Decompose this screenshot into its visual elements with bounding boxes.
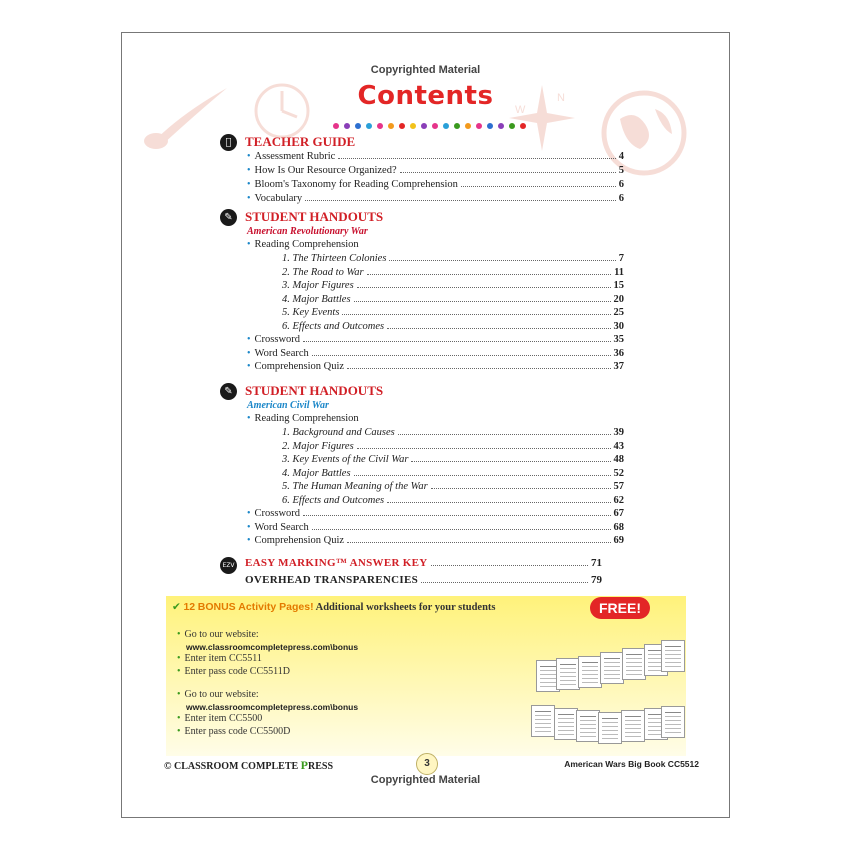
- toc-label: Bloom's Taxonomy for Reading Comprehension: [254, 179, 458, 190]
- copyright-header: Copyrighted Material: [370, 64, 481, 76]
- toc-page: 20: [613, 293, 624, 305]
- bullet-icon: •: [247, 413, 251, 424]
- worksheet-thumbnail: [661, 640, 685, 672]
- toc-label: 5. Key Events: [282, 307, 340, 318]
- toc-row[interactable]: [282, 454, 624, 467]
- overhead-page: 79: [591, 574, 602, 586]
- color-dot: [333, 123, 339, 129]
- toc-page: 39: [613, 427, 624, 438]
- toc-row[interactable]: [282, 495, 624, 508]
- bonus1-go: • Go to our website:: [177, 629, 259, 640]
- toc-label: Vocabulary: [254, 193, 303, 204]
- bonus2-pass: • Enter pass code CC5500D: [177, 726, 291, 737]
- toc-label: 3. Major Figures: [282, 280, 354, 291]
- answer-key-page: 71: [591, 557, 602, 569]
- book-code: American Wars Big Book CC5512: [564, 759, 699, 769]
- toc-page: 69: [613, 535, 624, 546]
- bonus2-url[interactable]: www.classroomcompletepress.com\bonus: [186, 702, 359, 712]
- worksheet-thumbnail: [621, 710, 645, 742]
- reading-comprehension-label: • Reading Comprehension: [247, 239, 359, 250]
- bullet-icon: •: [247, 535, 251, 546]
- toc-row[interactable]: [247, 361, 624, 374]
- bullet-icon: •: [247, 239, 251, 250]
- publisher-logo: © CLASSROOM COMPLETE PRESS: [164, 758, 334, 772]
- worksheet-thumbnail: [578, 656, 602, 688]
- contents-page: [121, 32, 730, 818]
- bonus-heading: [172, 601, 496, 613]
- toc-row[interactable]: [282, 294, 624, 307]
- worksheet-thumbnail: [556, 658, 580, 690]
- answer-key-row[interactable]: [245, 557, 602, 570]
- toc-page: 30: [613, 320, 624, 332]
- toc-label: 6. Effects and Outcomes: [282, 320, 385, 332]
- toc-page: 68: [613, 521, 624, 533]
- toc-label: Assessment Rubric: [254, 151, 336, 162]
- worksheet-thumbnail: [600, 652, 624, 684]
- student-handouts-2-title: STUDENT HANDOUTS: [245, 383, 384, 398]
- color-dot: [476, 123, 482, 129]
- toc-label: 6. Effects and Outcomes: [282, 494, 385, 506]
- bullet-icon: •: [247, 179, 251, 190]
- color-dot: [355, 123, 361, 129]
- bonus2-item: • Enter item CC5500: [177, 713, 263, 724]
- revolutionary-war-subtitle: American Revolutionary War: [247, 226, 368, 237]
- color-dot: [388, 123, 394, 129]
- bullet-icon: •: [247, 193, 251, 204]
- toc-page: 6: [618, 193, 624, 204]
- toc-page: 36: [613, 347, 624, 359]
- color-dot: [465, 123, 471, 129]
- toc-page: 52: [613, 467, 624, 479]
- toc-label: Comprehension Quiz: [254, 535, 345, 546]
- toc-page: 15: [613, 280, 624, 291]
- worksheet-thumbnail: [661, 706, 685, 738]
- bonus-count: 12: [183, 601, 196, 613]
- bullet-icon: •: [247, 521, 251, 533]
- overhead-row[interactable]: [245, 574, 602, 587]
- toc-row[interactable]: [282, 481, 624, 494]
- bonus-banner: [166, 596, 686, 756]
- toc-page: 6: [618, 179, 624, 190]
- bonus-subtitle: Additional worksheets for your students: [315, 602, 496, 613]
- color-dot: [399, 123, 405, 129]
- toc-row[interactable]: [247, 334, 624, 347]
- toc-row[interactable]: [282, 441, 624, 454]
- color-dots-divider: [333, 123, 533, 131]
- toc-label: How Is Our Resource Organized?: [254, 165, 397, 176]
- apple-icon: [220, 134, 237, 151]
- toc-row[interactable]: [282, 280, 624, 293]
- toc-row[interactable]: [247, 165, 624, 178]
- color-dot: [432, 123, 438, 129]
- toc-page: 67: [613, 508, 624, 519]
- color-dot: [487, 123, 493, 129]
- toc-row[interactable]: [282, 468, 624, 481]
- toc-row[interactable]: [282, 427, 624, 440]
- reading-comprehension-label: • Reading Comprehension: [247, 413, 359, 424]
- svg-text:N: N: [557, 92, 565, 104]
- bonus1-url[interactable]: www.classroomcompletepress.com\bonus: [186, 642, 359, 652]
- toc-page: 5: [618, 165, 624, 176]
- toc-label: Word Search: [254, 521, 309, 533]
- worksheet-thumbnail: [598, 712, 622, 744]
- color-dot: [498, 123, 504, 129]
- toc-row[interactable]: [247, 508, 624, 521]
- bonus1-item: • Enter item CC5511: [177, 653, 262, 664]
- toc-row[interactable]: [282, 253, 624, 266]
- overhead-label: OVERHEAD TRANSPARENCIES: [245, 574, 419, 586]
- toc-row[interactable]: [282, 307, 624, 320]
- color-dot: [520, 123, 526, 129]
- bonus-word: BONUS: [197, 601, 236, 613]
- teacher-guide-title: TEACHER GUIDE: [245, 134, 356, 149]
- student-handouts-1-title: STUDENT HANDOUTS: [245, 209, 384, 224]
- toc-row[interactable]: [247, 535, 624, 548]
- bonus1-pass: • Enter pass code CC5511D: [177, 666, 290, 677]
- color-dot: [509, 123, 515, 129]
- toc-label: 1. Background and Causes: [282, 427, 395, 438]
- copyright-footer: Copyrighted Material: [370, 774, 481, 786]
- bullet-icon: •: [247, 334, 251, 345]
- bullet-icon: •: [247, 151, 251, 162]
- toc-row[interactable]: [247, 348, 624, 361]
- answer-key-label: EASY MARKING™ ANSWER KEY: [245, 557, 428, 569]
- civil-war-subtitle: American Civil War: [247, 400, 329, 411]
- color-dot: [366, 123, 372, 129]
- color-dot: [421, 123, 427, 129]
- worksheet-thumbnail: [576, 710, 600, 742]
- free-badge: FREE!: [590, 597, 650, 619]
- toc-row[interactable]: [282, 321, 624, 334]
- worksheet-thumbnails: [526, 630, 676, 750]
- toc-page: 35: [613, 334, 624, 345]
- toc-label: 1. The Thirteen Colonies: [282, 253, 387, 264]
- svg-text:W: W: [515, 104, 526, 116]
- toc-label: 4. Major Battles: [282, 293, 351, 305]
- toc-row[interactable]: [247, 179, 624, 192]
- color-dot: [377, 123, 383, 129]
- check-icon: ✔: [172, 601, 181, 613]
- toc-page: 7: [618, 253, 624, 264]
- bullet-icon: •: [247, 165, 251, 176]
- toc-page: 48: [613, 454, 624, 465]
- toc-page: 57: [613, 481, 624, 492]
- bullet-icon: •: [247, 508, 251, 519]
- bullet-icon: •: [247, 347, 251, 359]
- toc-label: 4. Major Battles: [282, 467, 351, 479]
- bonus2-go: • Go to our website:: [177, 689, 259, 700]
- toc-row[interactable]: [247, 193, 624, 206]
- worksheet-thumbnail: [531, 705, 555, 737]
- page-title: Contents: [357, 81, 494, 111]
- toc-label: Comprehension Quiz: [254, 361, 345, 372]
- color-dot: [344, 123, 350, 129]
- bonus-activity: Activity Pages!: [238, 601, 314, 613]
- toc-label: Crossword: [254, 334, 301, 345]
- easy-marking-icon: EZV: [220, 557, 237, 574]
- color-dot: [443, 123, 449, 129]
- toc-page: 4: [618, 151, 624, 162]
- page-number: 3: [416, 753, 438, 775]
- worksheet-thumbnail: [622, 648, 646, 680]
- pencil-icon: ✎: [220, 383, 237, 400]
- toc-label: Crossword: [254, 508, 301, 519]
- toc-page: 43: [613, 440, 624, 452]
- toc-page: 62: [613, 494, 624, 506]
- toc-label: Word Search: [254, 347, 309, 359]
- toc-row[interactable]: [247, 151, 624, 164]
- toc-label: 5. The Human Meaning of the War: [282, 481, 428, 492]
- bullet-icon: •: [247, 361, 251, 372]
- toc-page: 25: [613, 307, 624, 318]
- pencil-icon: ✎: [220, 209, 237, 226]
- toc-label: 2. The Road to War: [282, 266, 364, 278]
- toc-row[interactable]: [247, 522, 624, 535]
- toc-row[interactable]: [282, 267, 624, 280]
- worksheet-thumbnail: [554, 708, 578, 740]
- toc-label: 2. Major Figures: [282, 440, 354, 452]
- color-dot: [454, 123, 460, 129]
- toc-label: 3. Key Events of the Civil War: [282, 454, 409, 465]
- toc-page: 11: [614, 266, 624, 278]
- toc-page: 37: [613, 361, 624, 372]
- color-dot: [410, 123, 416, 129]
